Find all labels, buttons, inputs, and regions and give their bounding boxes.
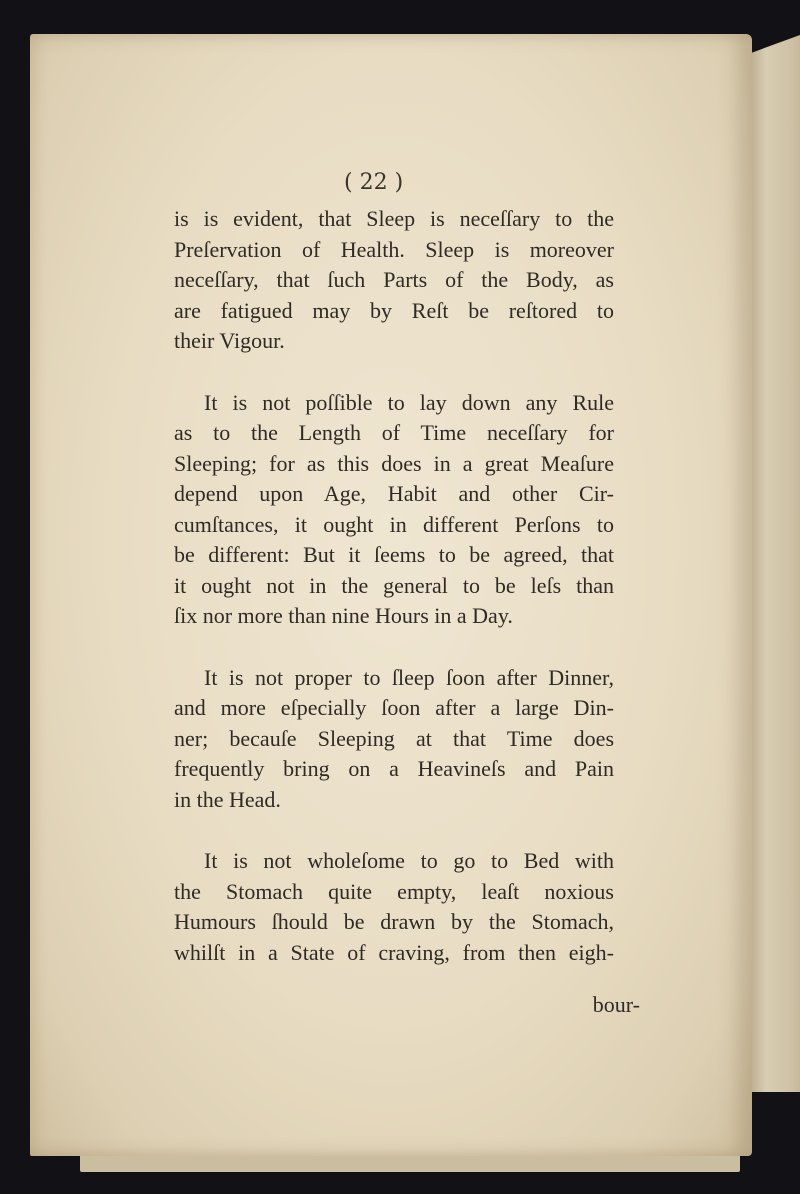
text-line: depend upon Age, Habit and other Cir- — [174, 481, 614, 506]
text-line: neceſſary, that ſuch Parts of the Body, as — [174, 267, 614, 292]
text-line: is is evident, that Sleep is neceſſary to the — [174, 206, 614, 231]
page-number: ( 22 ) — [344, 170, 404, 195]
text-line: It is not poſſible to lay down any Rule — [204, 389, 614, 415]
text-line: Preſervation of Health. Sleep is moreover — [174, 236, 614, 262]
paragraph-3 — [174, 663, 614, 816]
page-text — [174, 204, 614, 999]
text-line: are fatigued may by Reſt be reſtored to — [174, 297, 614, 323]
text-line: their Vigour. — [174, 328, 285, 353]
text-line: frequently bring on a Heavineſs and Pain — [174, 756, 614, 781]
text-line: in the Head. — [174, 786, 281, 812]
paragraph-1 — [174, 204, 614, 357]
text-line: and more eſpecially ſoon after a large Din- — [174, 695, 614, 720]
text-line: whilſt in a State of craving, from then eigh- — [174, 939, 614, 965]
text-line: ſix nor more than nine Hours in a Day. — [174, 603, 513, 628]
text-line: cumſtances, it ought in different Perſons to — [174, 511, 614, 537]
text-line: be different: But it ſeems to be agreed, that — [174, 542, 614, 567]
text-line: Sleeping; for as this does in a great Meaſure — [174, 450, 614, 476]
text-line: Humours ſhould be drawn by the Stomach, — [174, 909, 614, 934]
text-line: as to the Length of Time neceſſary for — [174, 420, 614, 445]
text-line: the Stomach quite empty, leaſt noxious — [174, 878, 614, 904]
text-line: It is not proper to ſleep ſoon after Dinner, — [204, 664, 614, 690]
paragraph-4 — [174, 846, 614, 968]
text-line: It is not wholeſome to go to Bed with — [204, 848, 614, 873]
adjacent-page-edge — [748, 32, 800, 1092]
paragraph-2 — [174, 388, 614, 632]
catchword: bour- — [592, 992, 640, 1017]
text-line: ner; becauſe Sleeping at that Time does — [174, 725, 614, 751]
text-line: it ought not in the general to be leſs than — [174, 572, 614, 598]
